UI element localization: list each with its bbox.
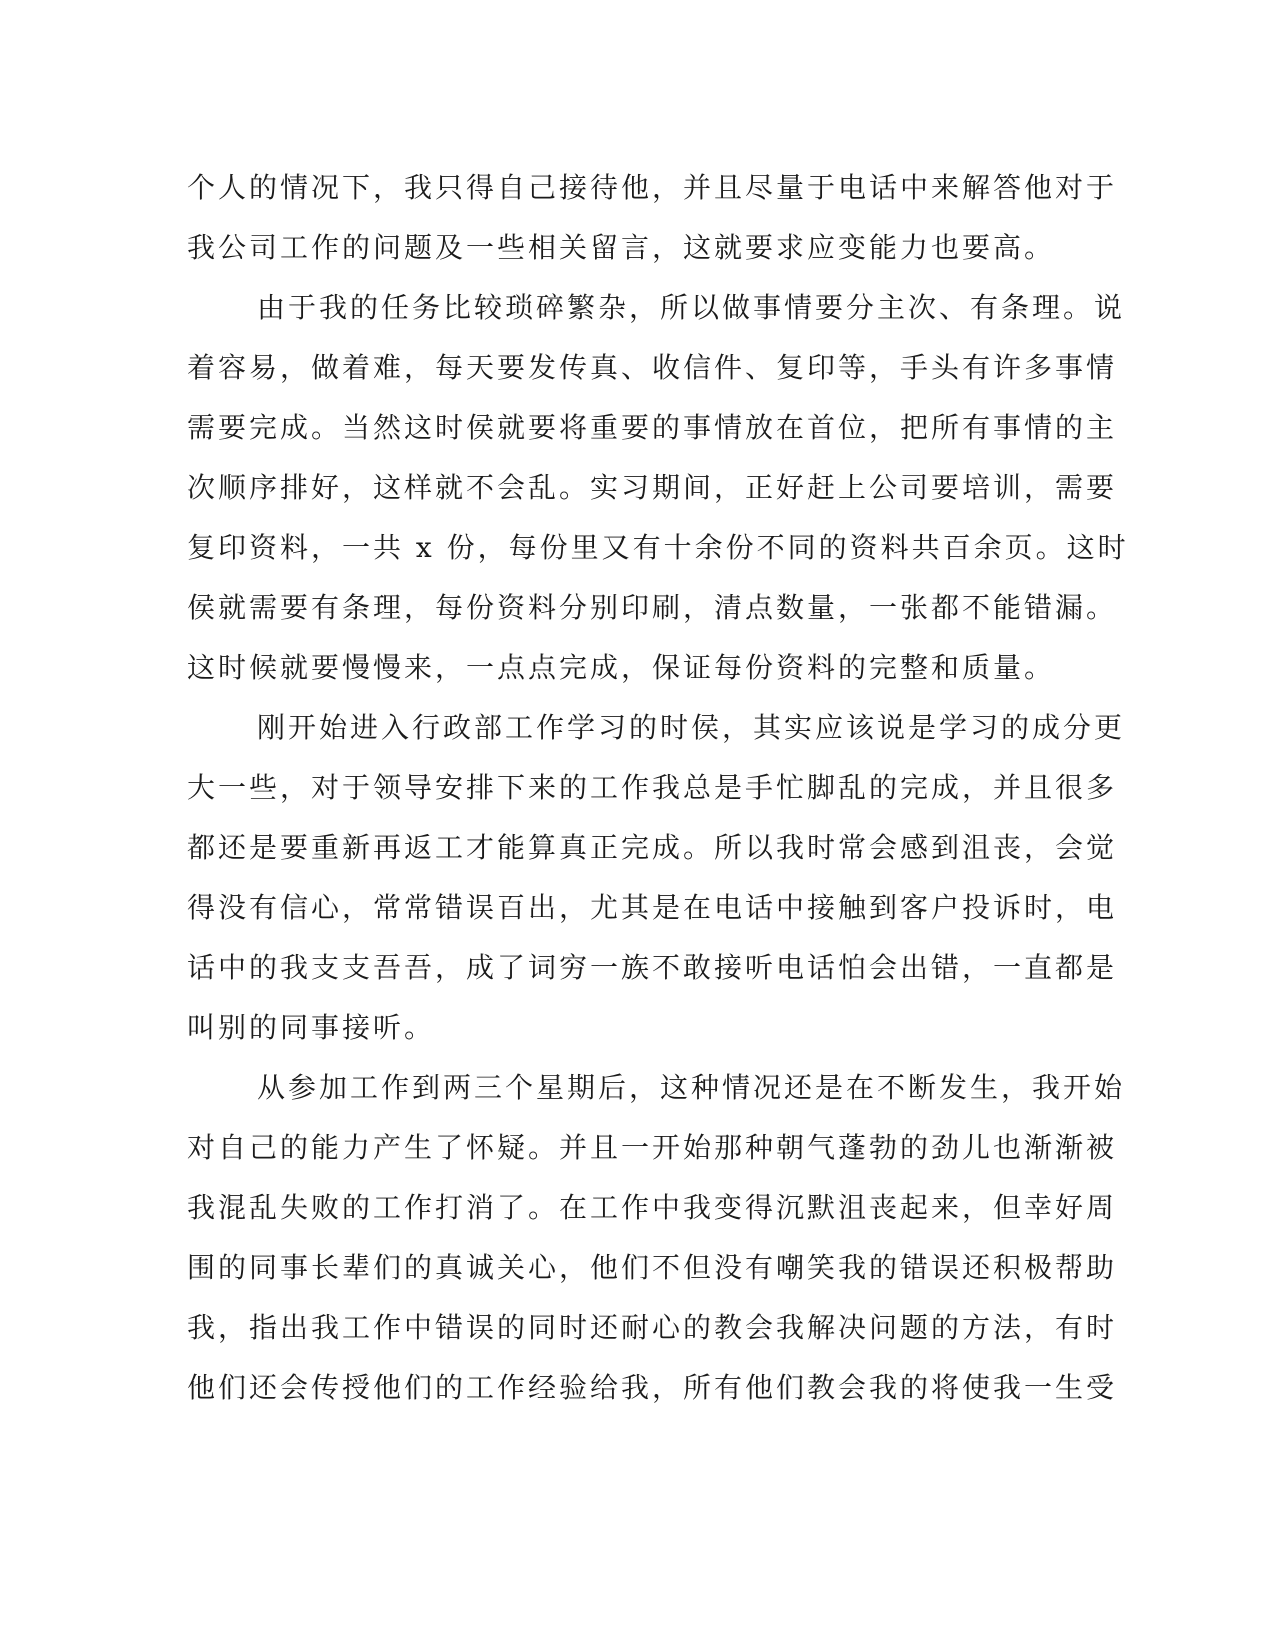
paragraph-start-line: 刚开始进入行政部工作学习的时侯，其实应该说是学习的成分更 bbox=[257, 711, 1126, 744]
text-line: 对自己的能力产生了怀疑。并且一开始那种朝气蓬勃的劲儿也渐渐被 bbox=[187, 1131, 1118, 1164]
text-line: 话中的我支支吾吾，成了词穷一族不敢接听电话怕会出错，一直都是 bbox=[187, 951, 1118, 984]
text-line: 我公司工作的问题及一些相关留言，这就要求应变能力也要高。 bbox=[187, 231, 1056, 264]
text-line: 个人的情况下，我只得自己接待他，并且尽量于电话中来解答他对于 bbox=[187, 171, 1118, 204]
text-line: 大一些，对于领导安排下来的工作我总是手忙脚乱的完成，并且很多 bbox=[187, 771, 1118, 804]
text-line: 需要完成。当然这时侯就要将重要的事情放在首位，把所有事情的主 bbox=[187, 411, 1118, 444]
body-text bbox=[187, 158, 1129, 1418]
text-line: 围的同事长辈们的真诚关心，他们不但没有嘲笑我的错误还积极帮助 bbox=[187, 1251, 1118, 1284]
text-line: 叫别的同事接听。 bbox=[187, 1011, 436, 1044]
text-line: 我，指出我工作中错误的同时还耐心的教会我解决问题的方法，有时 bbox=[187, 1311, 1118, 1344]
text-line: 着容易，做着难，每天要发传真、收信件、复印等，手头有许多事情 bbox=[187, 351, 1118, 384]
text-line: 侯就需要有条理，每份资料分别印刷，清点数量，一张都不能错漏。 bbox=[187, 591, 1118, 624]
text-line: 复印资料，一共 x 份，每份里又有十余份不同的资料共百余页。这时 bbox=[187, 531, 1129, 564]
text-line: 他们还会传授他们的工作经验给我，所有他们教会我的将使我一生受 bbox=[187, 1371, 1118, 1404]
text-line: 次顺序排好，这样就不会乱。实习期间，正好赶上公司要培训，需要 bbox=[187, 471, 1118, 504]
text-line: 都还是要重新再返工才能算真正完成。所以我时常会感到沮丧，会觉 bbox=[187, 831, 1118, 864]
paragraph-start-line: 由于我的任务比较琐碎繁杂，所以做事情要分主次、有条理。说 bbox=[257, 291, 1126, 324]
text-line: 这时候就要慢慢来，一点点完成，保证每份资料的完整和质量。 bbox=[187, 651, 1056, 684]
text-line: 得没有信心，常常错误百出，尤其是在电话中接触到客户投诉时，电 bbox=[187, 891, 1118, 924]
text-line: 我混乱失败的工作打消了。在工作中我变得沉默沮丧起来，但幸好周 bbox=[187, 1191, 1118, 1224]
paragraph-start-line: 从参加工作到两三个星期后，这种情况还是在不断发生，我开始 bbox=[257, 1071, 1126, 1104]
